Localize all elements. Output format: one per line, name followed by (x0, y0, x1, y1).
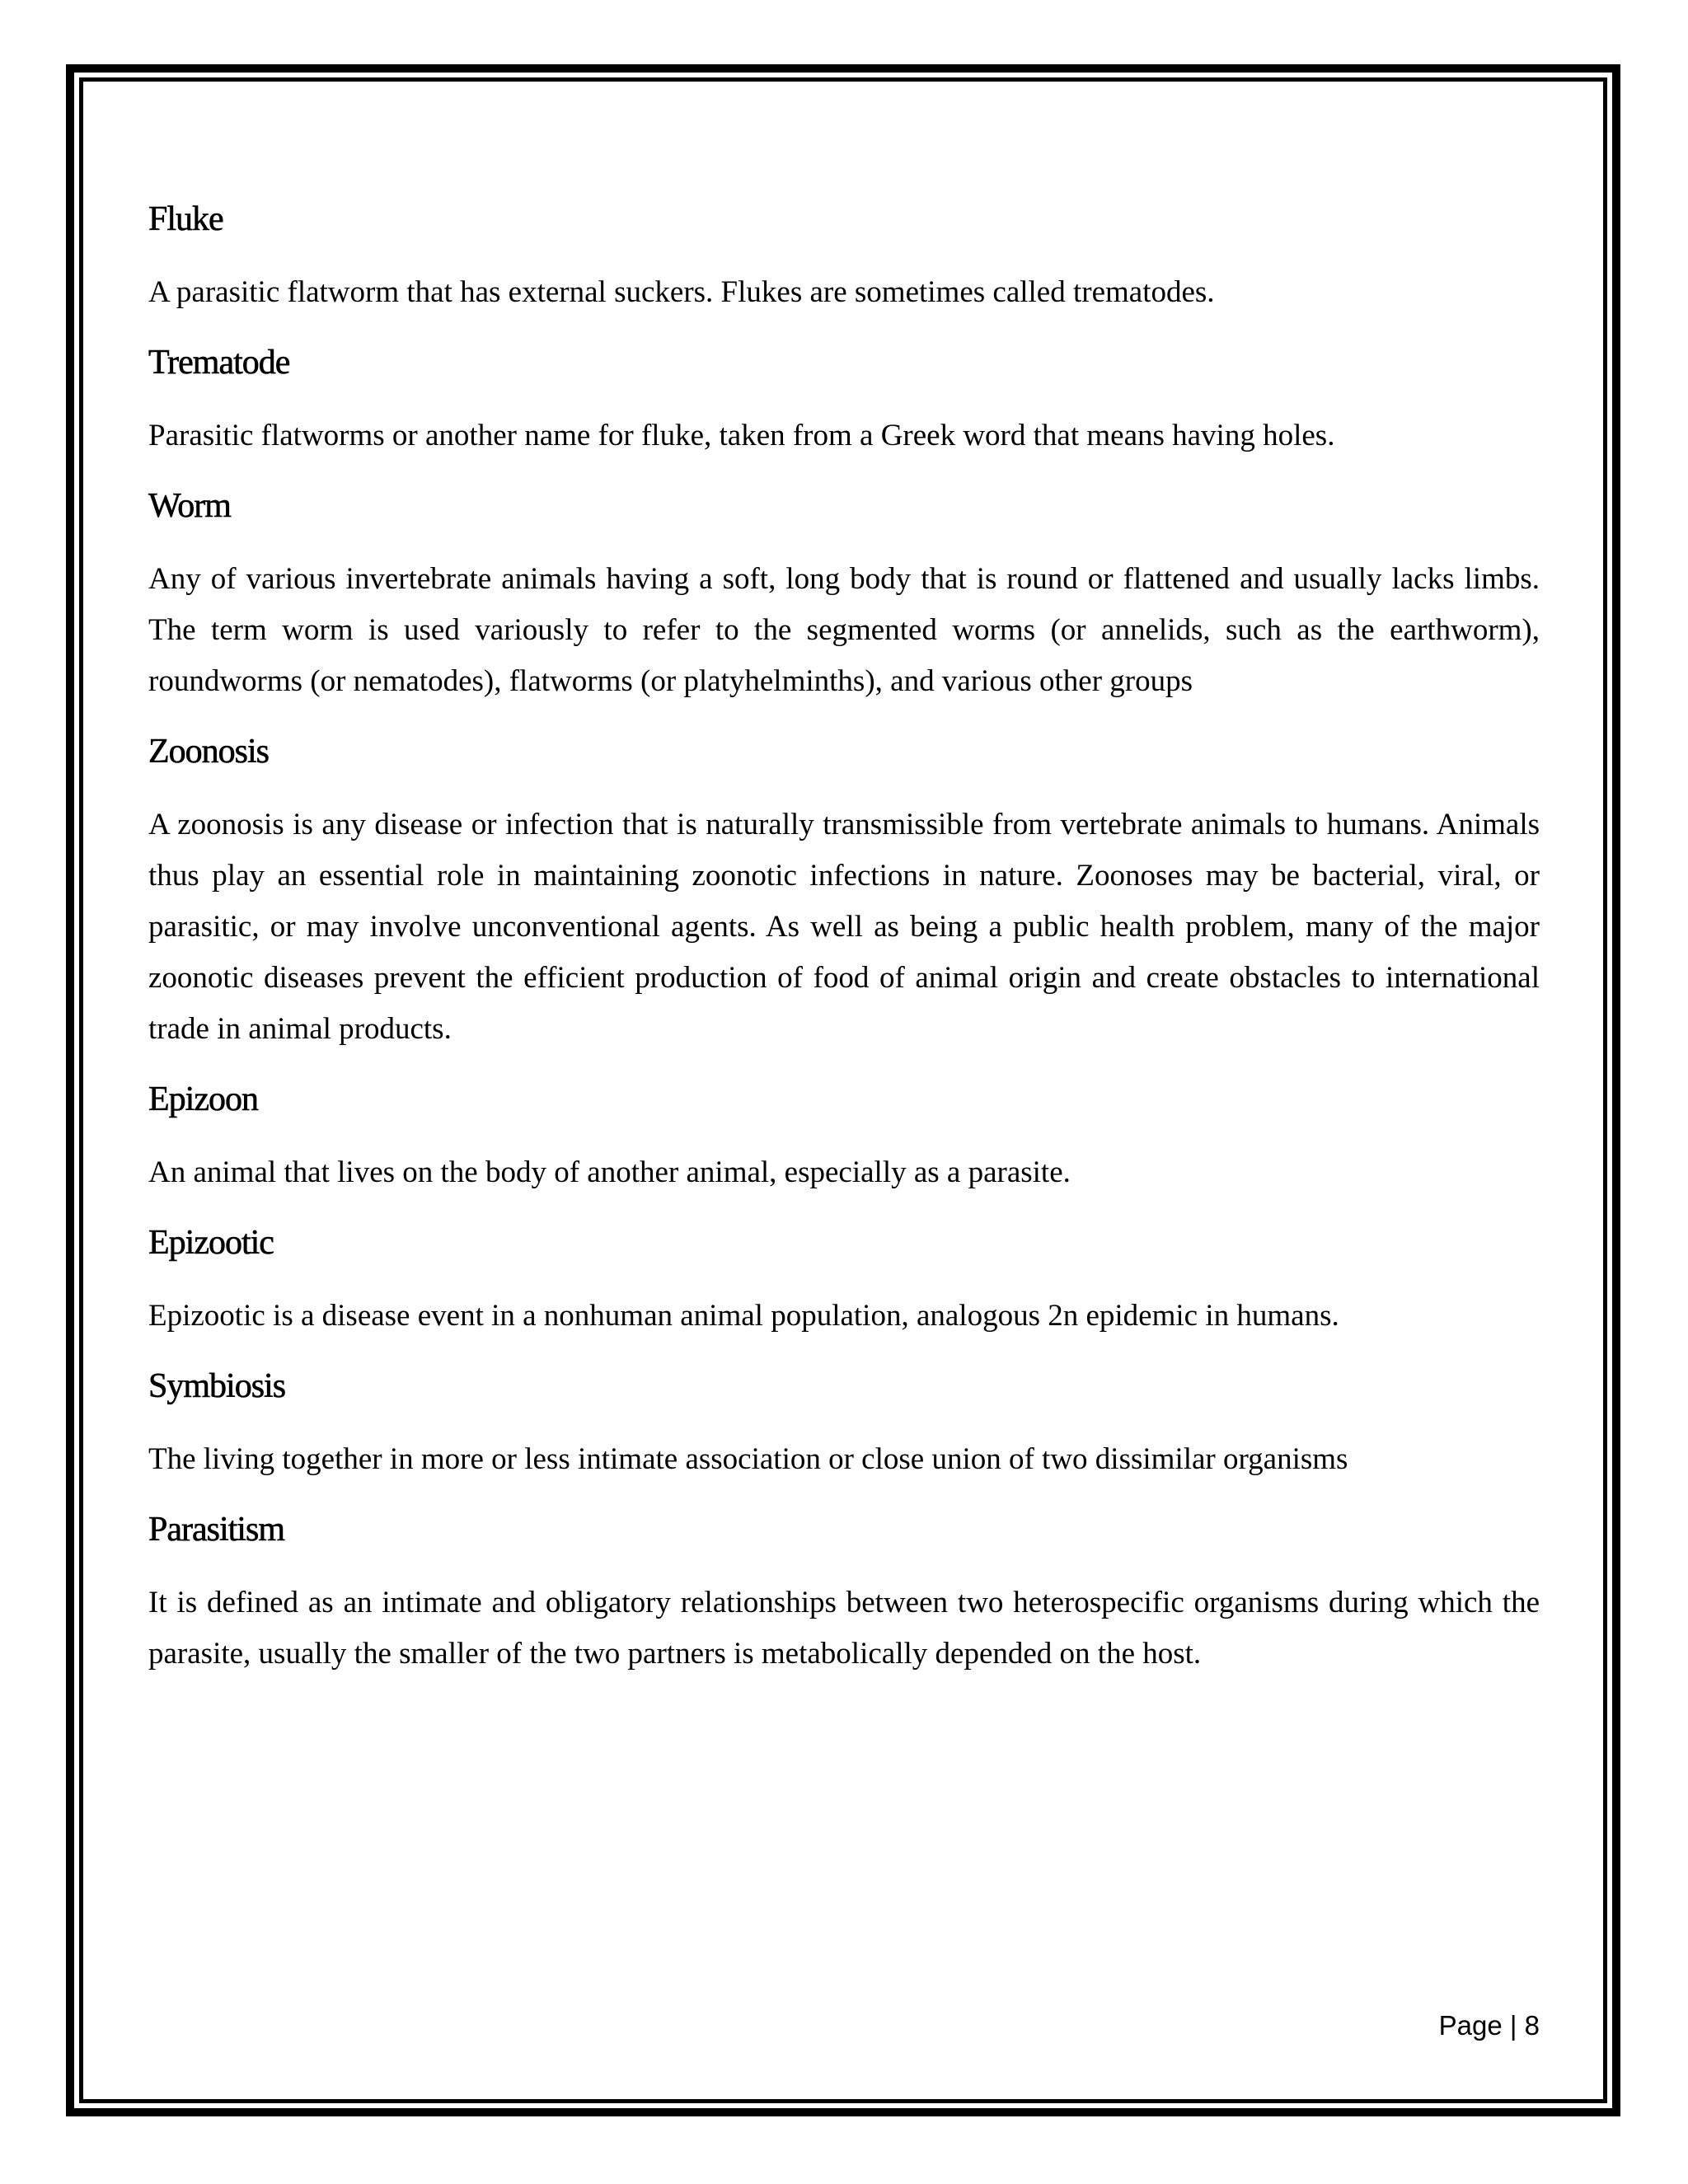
term-definition: The living together in more or less intimate association or close union of two dissimilar organisms (148, 1442, 1348, 1476)
glossary-entry-zoonosis (148, 729, 1540, 1055)
term-heading: Fluke (148, 200, 223, 238)
glossary-entry-worm (148, 483, 1540, 707)
term-definition: A parasitic flatworm that has external suckers. Flukes are sometimes called trematodes. (148, 275, 1215, 309)
term-heading: Symbiosis (148, 1367, 286, 1405)
term-heading: Epizootic (148, 1224, 274, 1262)
term-heading: Epizoon (148, 1080, 258, 1118)
term-definition: Parasitic flatworms or another name for fluke, taken from a Greek word that means having holes. (148, 419, 1335, 452)
glossary-entry-fluke (148, 196, 1540, 318)
term-definition: Any of various invertebrate animals having a soft, long body that is round or flattened and usually lacks limbs. The term worm is used variously to refer to the segmented worms (or annelids, such as the earthworm), roundworms (or nematodes), flatworms (or platyhelminths), and various other groups (148, 562, 1540, 698)
term-heading: Parasitism (148, 1511, 284, 1549)
glossary-entry-trematode (148, 340, 1540, 462)
term-definition: It is defined as an intimate and obligatory relationships between two heterospecific organisms during which the parasite, usually the smaller of the two partners is metabolically depended on the host. (148, 1586, 1540, 1671)
term-heading: Zoonosis (148, 733, 270, 771)
term-heading: Worm (148, 487, 231, 525)
term-definition: A zoonosis is any disease or infection that is naturally transmissible from vertebrate animals to humans. Animals thus play an essential role in maintaining zoonotic infections in nature. Zoonoses may be bacterial, viral, or parasitic, or may involve unconventional agents. As well as being a public health problem, many of the major zoonotic diseases prevent the efficient production of food of animal origin and create obstacles to international trade in animal products. (148, 808, 1540, 1046)
glossary-entry-epizoon (148, 1076, 1540, 1198)
glossary-content (148, 196, 1540, 1701)
glossary-entry-parasitism (148, 1507, 1540, 1680)
term-definition: An animal that lives on the body of another animal, especially as a parasite. (148, 1155, 1071, 1189)
glossary-entry-symbiosis (148, 1363, 1540, 1485)
term-definition: Epizootic is a disease event in a nonhuman animal population, analogous 2n epidemic in humans. (148, 1299, 1339, 1333)
glossary-entry-epizootic (148, 1220, 1540, 1342)
term-heading: Trematode (148, 344, 290, 382)
page-number: Page | 8 (1438, 2010, 1540, 2041)
